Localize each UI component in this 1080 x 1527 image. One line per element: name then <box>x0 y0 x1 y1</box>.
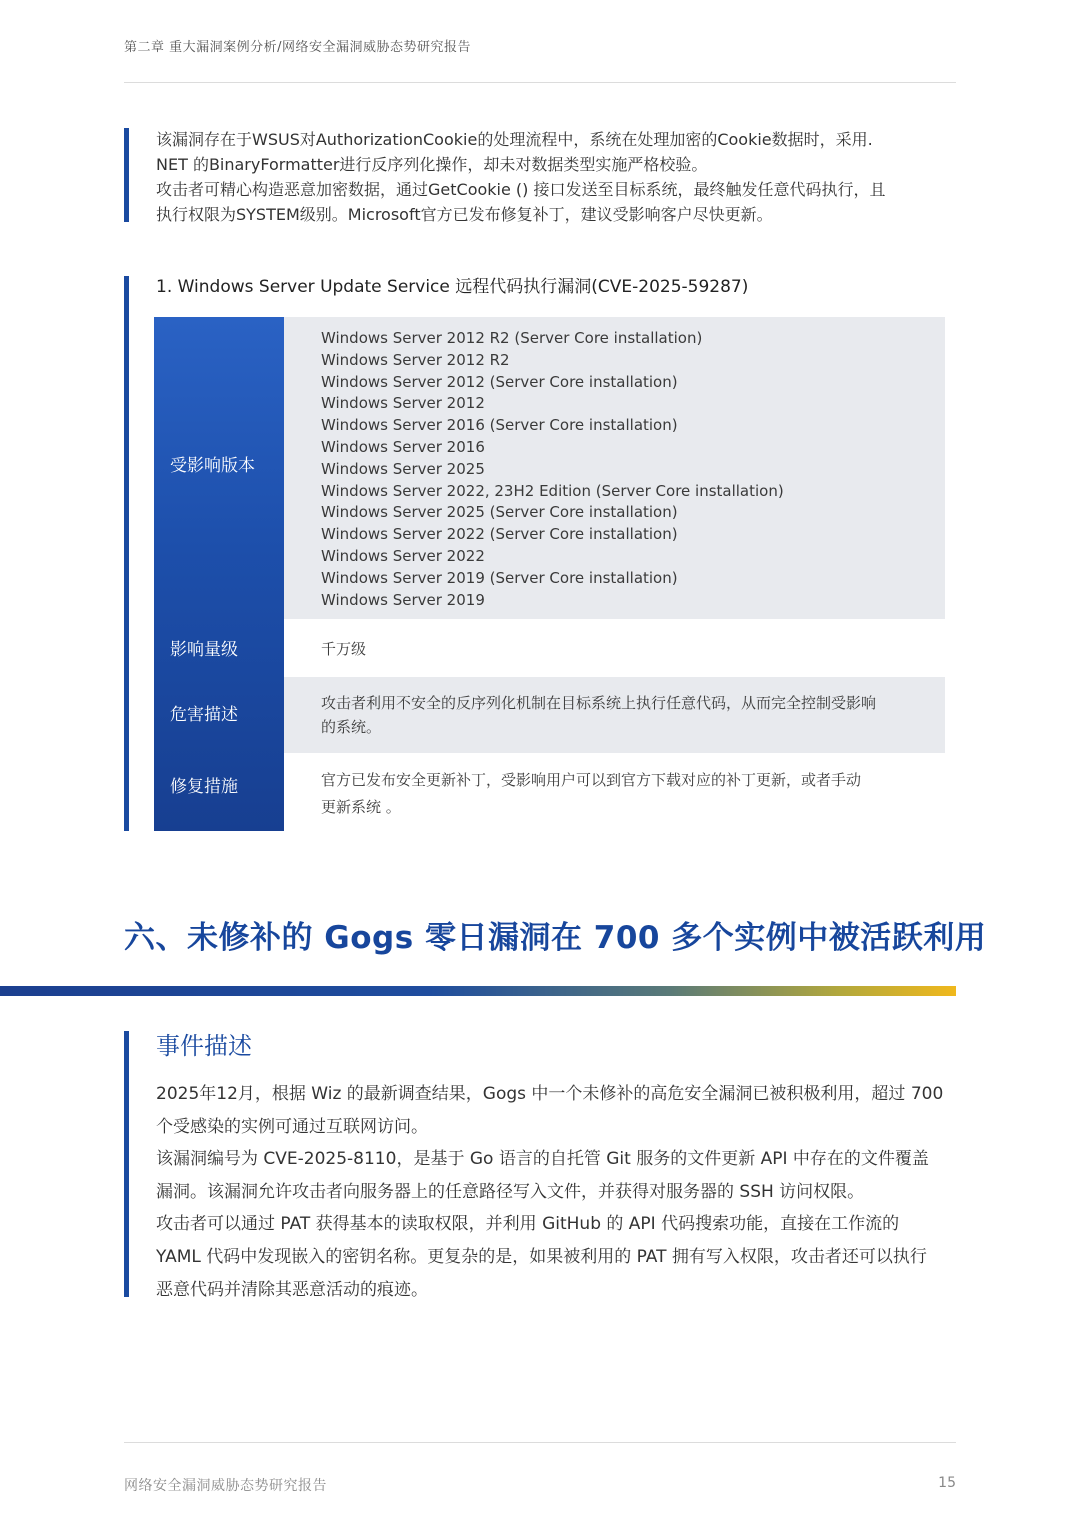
version-item: Windows Server 2012 R2 (Server Core installation) <box>321 329 703 347</box>
header-report-title: /网络安全漏洞威胁态势研究报告 <box>277 40 472 55</box>
case-accent-bar <box>124 276 129 831</box>
body-line: YAML 代码中发现嵌入的密钥名称。更复杂的是，如果被利用的 PAT 拥有写入权限，攻击者还可以执行 <box>156 1246 927 1267</box>
cell-harm-description <box>284 677 945 753</box>
section-body <box>156 1078 943 1306</box>
harm-text <box>321 691 876 739</box>
body-line: 攻击者可以通过 PAT 获得基本的读取权限，并利用 GitHub 的 API 代码搜索功能，直接在工作流的 <box>156 1214 900 1235</box>
intro-line: 该漏洞存在于WSUS对AuthorizationCookie的处理流程中，系统在处理加密的Cookie数据时，采用. <box>156 130 873 149</box>
intro-line: 攻击者可精心构造恶意加密数据，通过GetCookie () 接口发送至目标系统，最终触发任意代码执行，且 <box>156 180 886 199</box>
section-gradient-bar <box>0 986 956 996</box>
page-header <box>124 36 471 55</box>
harm-line: 攻击者利用不安全的反序列化机制在目标系统上执行任意代码，从而完全控制受影响 <box>321 694 877 712</box>
harm-line: 的系统。 <box>321 718 382 736</box>
intro-line: NET 的BinaryFormatter进行反序列化操作，却未对数据类型实施严格校验。 <box>156 155 708 174</box>
label-harm-description: 危害描述 <box>170 705 238 725</box>
table-label-column <box>154 317 284 831</box>
cell-impact-scale <box>284 619 945 677</box>
footer-report-title: 网络安全漏洞威胁态势研究报告 <box>124 1478 327 1494</box>
section-subheading: 事件描述 <box>156 1032 252 1060</box>
body-line: 个受感染的实例可通过互联网访问。 <box>156 1116 428 1137</box>
version-item: Windows Server 2025 <box>321 459 485 478</box>
body-line: 恶意代码并清除其恶意活动的痕迹。 <box>156 1279 428 1300</box>
version-item: Windows Server 2012 R2 <box>321 350 510 369</box>
header-chapter: 第二章 重大漏洞案例分析 <box>124 40 278 55</box>
footer-divider <box>124 1442 956 1443</box>
version-item: Windows Server 2019 (Server Core installation) <box>321 568 678 587</box>
label-fix-measures: 修复措施 <box>170 777 238 797</box>
body-line: 漏洞。该漏洞允许攻击者向服务器上的任意路径写入文件，并获得对服务器的 SSH 访问权限。 <box>156 1181 865 1202</box>
version-item: Windows Server 2016 (Server Core installation) <box>321 416 678 435</box>
version-list <box>321 328 784 611</box>
label-affected-versions: 受影响版本 <box>170 456 255 476</box>
intro-accent-bar <box>124 128 129 222</box>
cell-fix-measures <box>284 753 945 831</box>
case-title: 1. Windows Server Update Service 远程代码执行漏洞(CVE-2025-59287) <box>156 277 749 297</box>
fix-text <box>321 767 861 821</box>
section-heading: 六、未修补的 Gogs 零日漏洞在 700 多个实例中被活跃利用 <box>124 920 987 956</box>
vulnerability-table <box>154 317 945 831</box>
fix-line: 官方已发布安全更新补丁，受影响用户可以到官方下载对应的补丁更新，或者手动 <box>321 771 862 789</box>
version-item: Windows Server 2022 (Server Core installation) <box>321 525 678 544</box>
cell-affected-versions <box>284 317 945 619</box>
version-item: Windows Server 2019 <box>321 590 485 609</box>
section-accent-bar <box>124 1031 129 1297</box>
body-line: 该漏洞编号为 CVE-2025-8110，是基于 Go 语言的自托管 Git 服务的文件更新 API 中存在的文件覆盖 <box>156 1149 929 1170</box>
label-impact-scale: 影响量级 <box>170 640 238 660</box>
version-item: Windows Server 2022, 23H2 Edition (Server Core installation) <box>321 481 784 500</box>
page-number: 15 <box>938 1475 956 1491</box>
version-item: Windows Server 2025 (Server Core installation) <box>321 503 678 522</box>
version-item: Windows Server 2012 (Server Core installation) <box>321 372 678 391</box>
version-item: Windows Server 2016 <box>321 437 485 456</box>
impact-scale-value: 千万级 <box>321 640 367 658</box>
intro-paragraph <box>156 127 956 227</box>
header-divider <box>124 82 956 83</box>
version-item: Windows Server 2022 <box>321 546 485 565</box>
version-item: Windows Server 2012 <box>321 394 485 413</box>
fix-line: 更新系统 。 <box>321 798 401 816</box>
body-line: 2025年12月，根据 Wiz 的最新调查结果，Gogs 中一个未修补的高危安全漏洞已被积极利用，超过 700 <box>156 1084 944 1104</box>
intro-line: 执行权限为SYSTEM级别。Microsoft官方已发布修复补丁，建议受影响客户尽快更新。 <box>156 205 773 224</box>
